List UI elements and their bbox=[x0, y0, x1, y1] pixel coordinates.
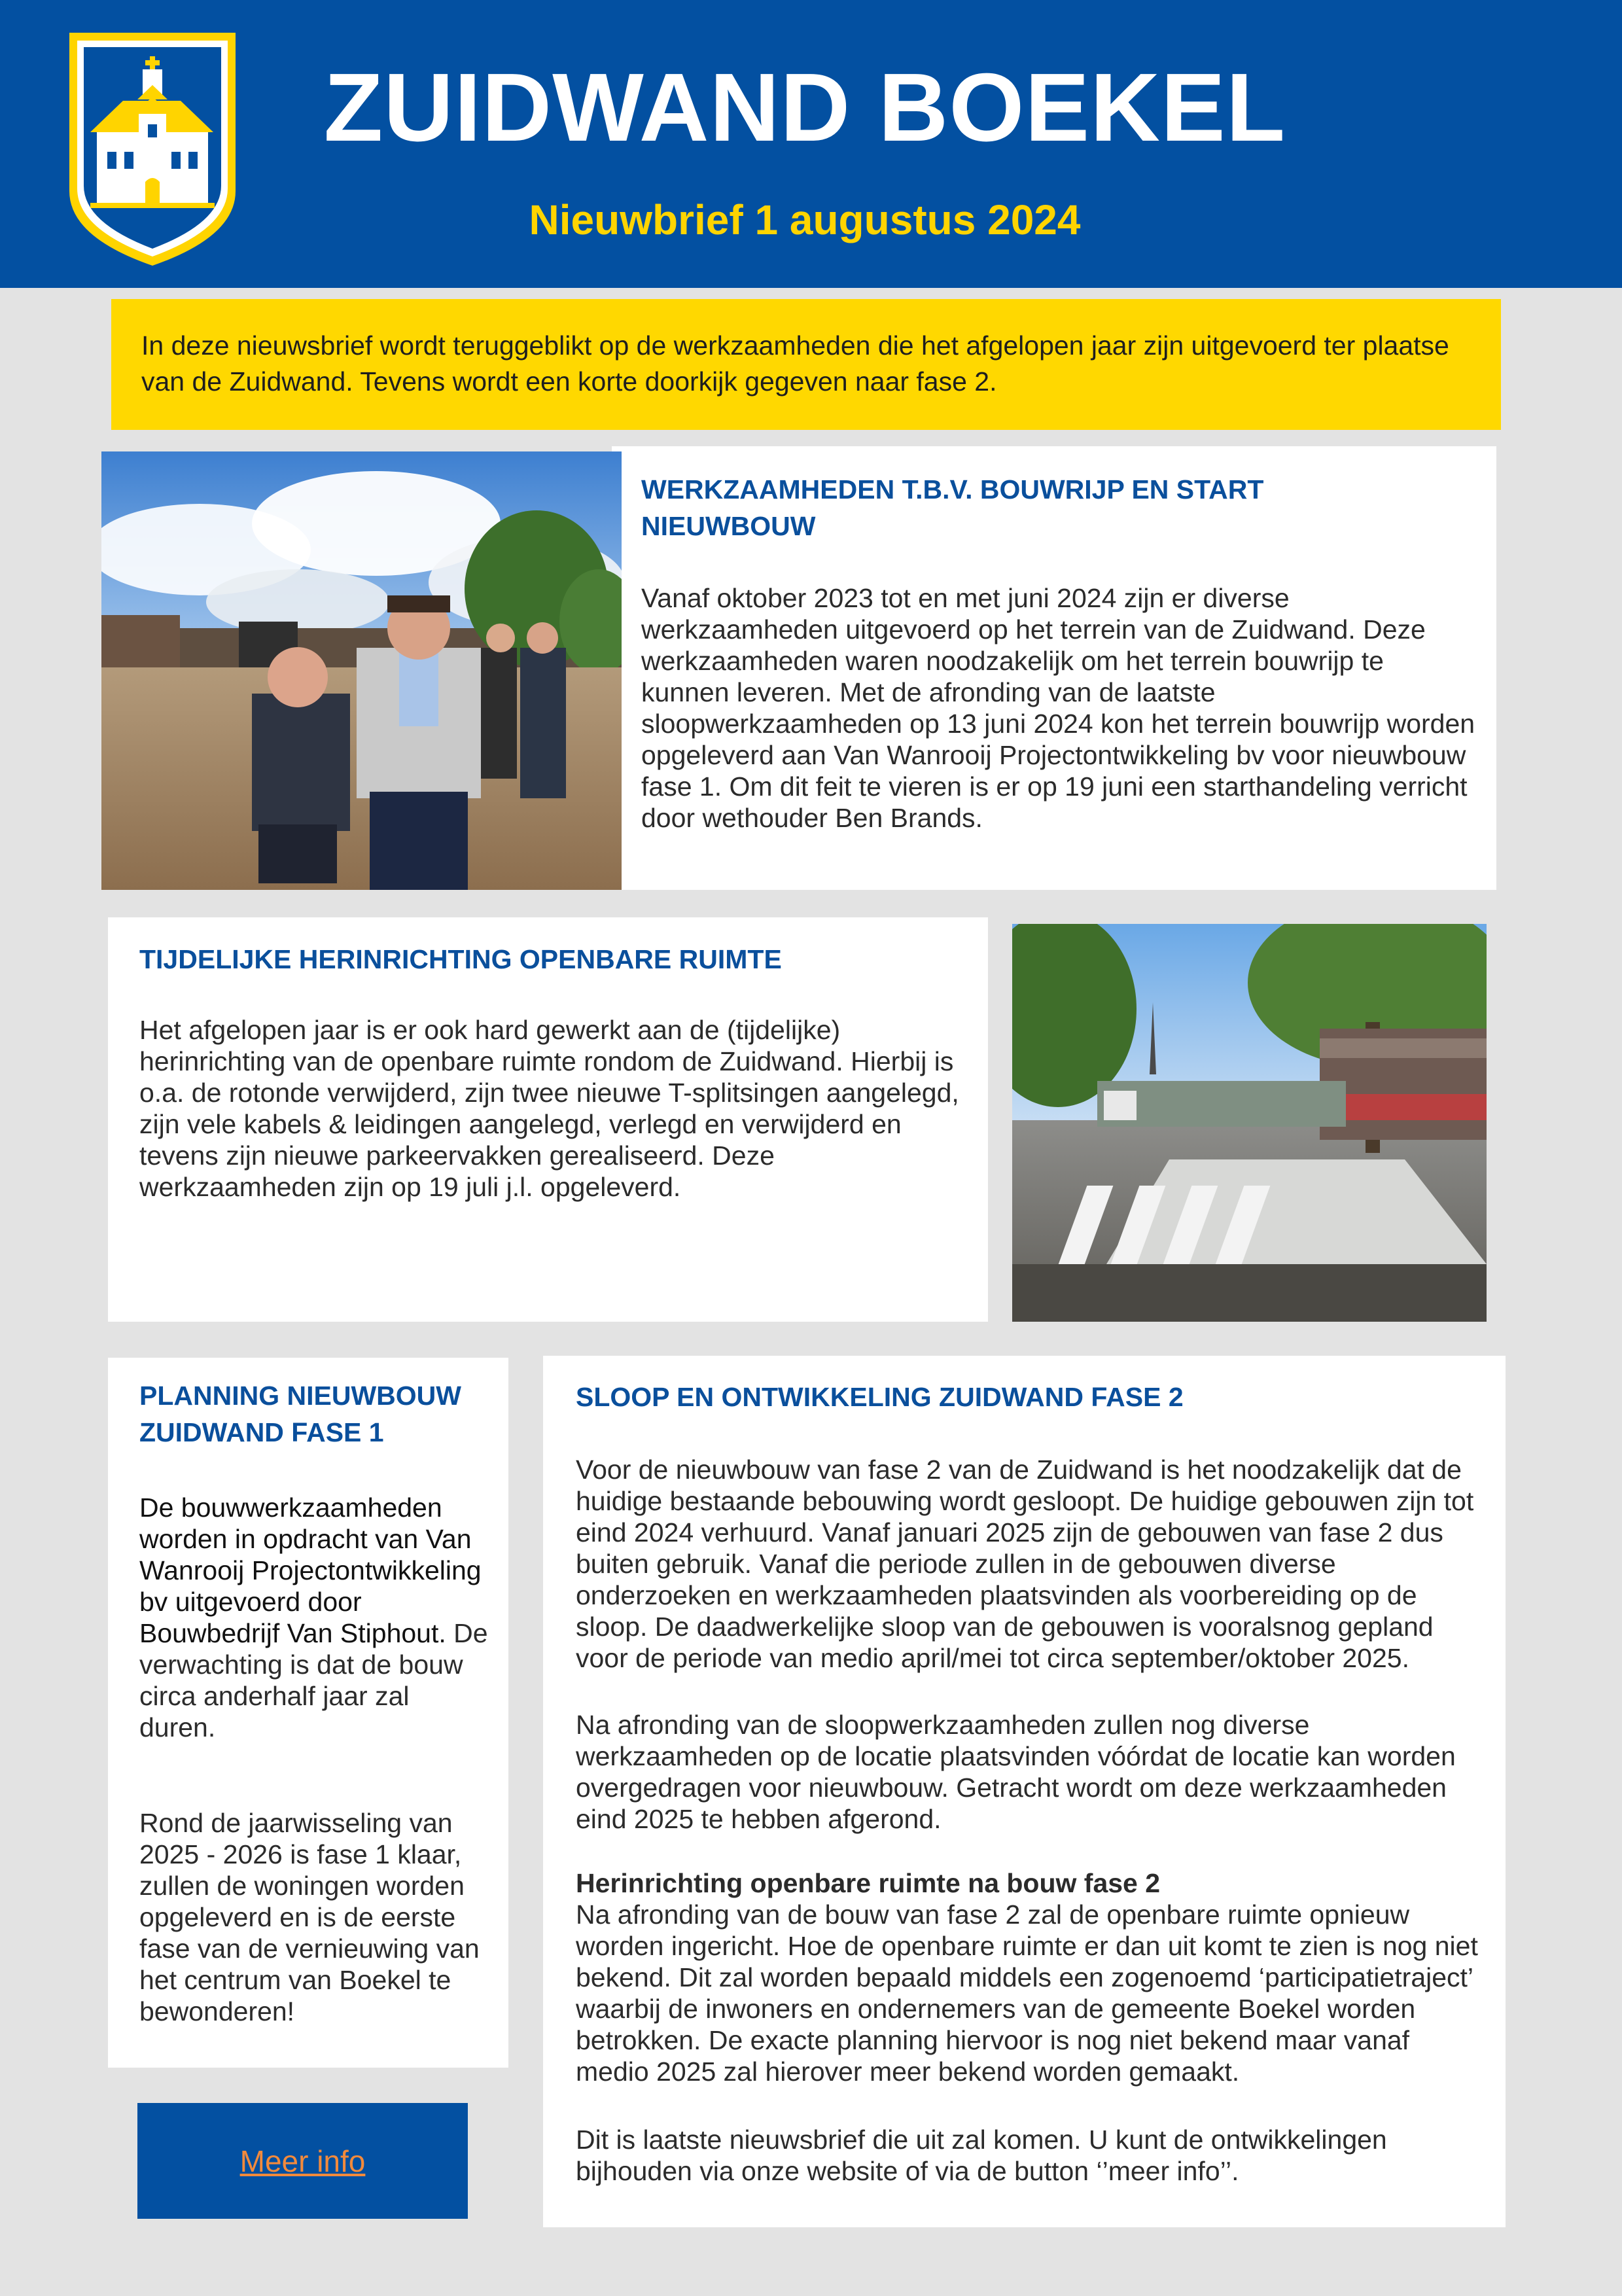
section-fase2-text-b: Na afronding van de sloopwerkzaamheden zullen nog diverse werkzaamheden op de locatie plaatsvinden vóórdat de locatie kan worden overgedragen voor nieuwbouw. Getracht wordt om deze werkzaamheden eind 2025 te hebben afgerond. bbox=[576, 1710, 1456, 1834]
section-fase2-text-a: Voor de nieuwbouw van fase 2 van de Zuidwand is het noodzakelijk dat de huidige bestaande bebouwing wordt gesloopt. De huidige gebouwen zijn tot eind 2024 verhuurd. Vanaf januari 2025 zijn de gebouwen van fase 2 dus buiten gebruik. Vanaf die periode zullen in de gebouwen diverse onderzoeken en werkzaamheden plaatsvinden als voorbereiding op de sloop. De daadwerkelijke sloop van de gebouwen is vooralsnog gepland voor de periode van medio april/mei tot circa september/oktober 2025. bbox=[576, 1455, 1474, 1673]
section-planning-text-a-strong: De bouwwerkzaamheden worden in opdracht van Van Wanrooij Projectontwikkeling bv uitgevoerd door Bouwbedrijf Van Stiphout. bbox=[139, 1492, 482, 1648]
meer-info-button[interactable] bbox=[137, 2103, 468, 2219]
section-planning-text-a-rest: De verwachting is dat de bouw circa anderhalf jaar zal duren. bbox=[139, 1618, 488, 1742]
handshake-photo bbox=[101, 451, 622, 890]
section-herinrichting-text: Het afgelopen jaar is er ook hard gewerkt aan de (tijdelijke) herinrichting van de openbare ruimte rondom de Zuidwand. Hierbij is o.a. de rotonde verwijderd, zijn twee nieuwe T-splitsingen aangelegd, zijn vele kabels & leidingen aangelegd, verlegd en verwijderd en tevens zijn nieuwe parkeervakken gerealiseerd. Deze werkzaamheden zijn op 19 juli j.l. opgeleverd. bbox=[139, 1015, 959, 1202]
section-fase2-subheading: Herinrichting openbare ruimte na bouw fase 2 bbox=[576, 1868, 1161, 1898]
section-fase2-text-c: Na afronding van de bouw van fase 2 zal de openbare ruimte opnieuw worden ingericht. Hoe de openbare ruimte er dan uit komt te zien is nog niet bekend. Dit zal worden bepaald middels een zogenoemd ‘participatietraject’ waarbij de inwoners en ondernemers van de gemeente Boekel worden betrokken. De exacte planning hiervoor is nog niet bekend maar vanaf medio 2025 zal hierover meer bekend worden gemaakt. bbox=[576, 1899, 1478, 2087]
section-planning-heading: PLANNING NIEUWBOUW ZUIDWAND FASE 1 bbox=[139, 1381, 461, 1447]
section-planning-text-a bbox=[139, 1492, 493, 1743]
page-title: ZUIDWAND BOEKEL bbox=[323, 54, 1286, 162]
meer-info-link[interactable]: Meer info bbox=[239, 2144, 366, 2178]
church-crest-icon bbox=[64, 27, 241, 271]
street-photo bbox=[1012, 924, 1487, 1322]
intro-box: In deze nieuwsbrief wordt teruggeblikt op de werkzaamheden die het afgelopen jaar zijn uitgevoerd ter plaatse van de Zuidwand. Tevens wordt een korte doorkijk gegeven naar fase 2. bbox=[111, 299, 1501, 430]
newsletter-date: Nieuwbrief 1 augustus 2024 bbox=[529, 196, 1081, 243]
section-fase2-heading: SLOOP EN ONTWIKKELING ZUIDWAND FASE 2 bbox=[576, 1382, 1184, 1412]
section-herinrichting-heading: TIJDELIJKE HERINRICHTING OPENBARE RUIMTE bbox=[139, 944, 782, 974]
section-planning-text-b: Rond de jaarwisseling van 2025 - 2026 is fase 1 klaar, zullen de woningen worden opgeleverd en is de eerste fase van de vernieuwing van het centrum van Boekel te bewonderen! bbox=[139, 1808, 480, 2026]
section-bouwrijp-text: Vanaf oktober 2023 tot en met juni 2024 zijn er diverse werkzaamheden uitgevoerd op het terrein van de Zuidwand. Deze werkzaamheden waren noodzakelijk om het terrein bouwrijp te kunnen leveren. Met de afronding van de laatste sloopwerkzaamheden op 13 juni 2024 kon het terrein bouwrijp worden opgeleverd aan Van Wanrooij Projectontwikkeling bv voor nieuwbouw fase 1. Om dit feit te vieren is er op 19 juni een starthandeling verricht door wethouder Ben Brands. bbox=[641, 583, 1475, 833]
section-bouwrijp-heading: WERKZAAMHEDEN T.B.V. BOUWRIJP EN START NIEUWBOUW bbox=[641, 474, 1264, 541]
section-fase2-text-d: Dit is laatste nieuwsbrief die uit zal komen. U kunt de ontwikkelingen bijhouden via onze website of via de button ‘’meer info’’. bbox=[576, 2125, 1387, 2186]
